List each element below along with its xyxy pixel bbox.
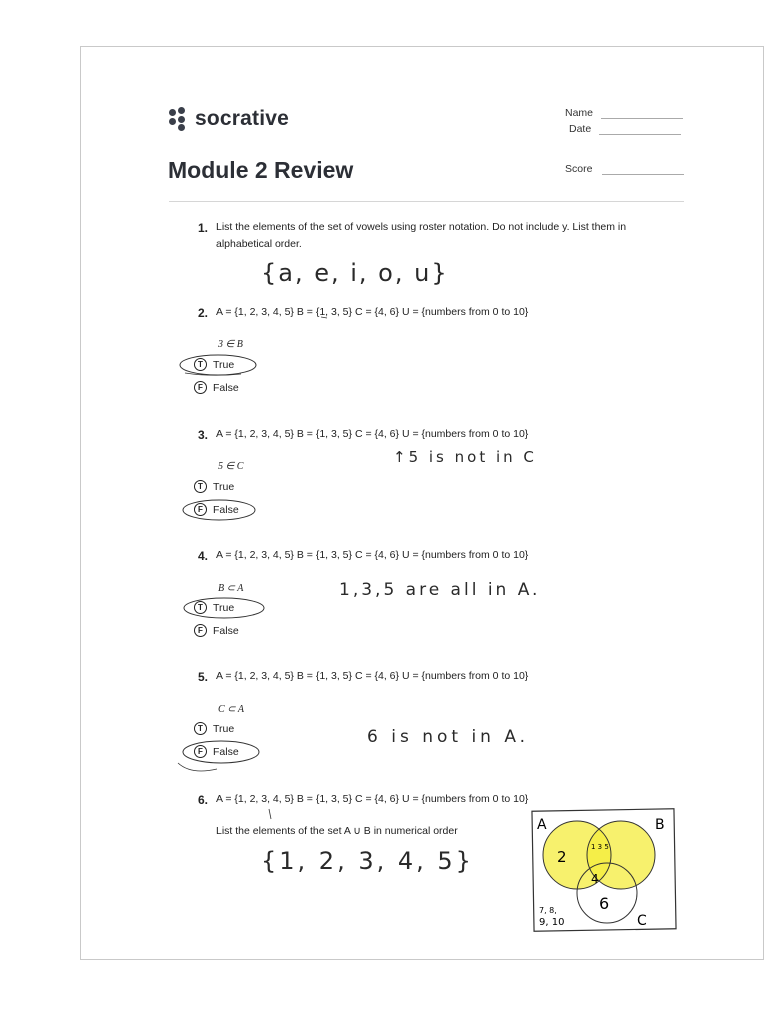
venn-label-c: C	[637, 913, 647, 929]
venn-region-a-only: 2	[557, 848, 567, 866]
venn-label-a: A	[537, 817, 547, 833]
venn-label-b: B	[655, 817, 665, 833]
option-label: True	[213, 358, 235, 371]
question-6-sets: A = {1, 2, 3, 4, 5} B = {1, 3, 5} C = {4, 6} U = {numbers from 0 to 10}	[216, 793, 529, 805]
question-5-statement: C ⊂ A	[218, 704, 244, 715]
question-1-number: 1.	[198, 221, 209, 235]
question-4-number: 4.	[198, 549, 209, 563]
question-1-answer: {a, e, i, o, u}	[261, 259, 449, 287]
question-3-sets: A = {1, 2, 3, 4, 5} B = {1, 3, 5} C = {4, 6} U = {numbers from 0 to 10}	[216, 428, 529, 440]
false-circle-icon: F	[194, 745, 207, 758]
false-circle-icon: F	[194, 503, 207, 516]
question-1-line2: alphabetical order.	[216, 238, 302, 250]
venn-outside-2: 9, 10	[539, 917, 565, 928]
brand-name: socrative	[195, 107, 290, 130]
question-3-statement: 5 ∈ C	[218, 461, 244, 472]
option-label: True	[213, 601, 235, 614]
true-circle-icon: T	[194, 601, 207, 614]
option-label: True	[213, 480, 235, 493]
name-label: Name	[565, 107, 594, 119]
question-5-sets: A = {1, 2, 3, 4, 5} B = {1, 3, 5} C = {4, 6} U = {numbers from 0 to 10}	[216, 670, 529, 682]
date-label: Date	[569, 123, 592, 135]
option-label: False	[213, 503, 239, 516]
venn-region-ab: 1 3 5	[591, 843, 609, 851]
option-label: False	[213, 745, 239, 758]
option-label: False	[213, 381, 239, 394]
question-2-sets: A = {1, 2, 3, 4, 5} B = {1, 3, 5} C = {4, 6} U = {numbers from 0 to 10}	[216, 306, 529, 318]
false-circle-icon: F	[194, 381, 207, 394]
question-2-statement: 3 ∈ B	[218, 339, 243, 350]
question-4-statement: B ⊂ A	[218, 583, 244, 594]
question-5-number: 5.	[198, 670, 209, 684]
question-6-number: 6.	[198, 793, 209, 807]
score-label: Score	[565, 163, 593, 175]
question-6-prompt: List the elements of the set A ∪ B in numerical order	[216, 825, 458, 837]
question-6-answer: {1, 2, 3, 4, 5}	[261, 847, 474, 875]
question-2-number: 2.	[198, 306, 209, 320]
venn-diagram	[529, 807, 679, 937]
page-title: Module 2 Review	[168, 157, 354, 183]
venn-outside-1: 7, 8,	[539, 906, 557, 915]
option-label: True	[213, 722, 235, 735]
question-4-note: 1,3,5 are all in A.	[339, 580, 541, 600]
true-circle-icon: T	[194, 358, 207, 371]
question-5-note: 6 is not in A.	[367, 727, 530, 747]
venn-region-c-only: 6	[599, 894, 610, 913]
option-label: False	[213, 624, 239, 637]
true-circle-icon: T	[194, 480, 207, 493]
question-4-sets: A = {1, 2, 3, 4, 5} B = {1, 3, 5} C = {4, 6} U = {numbers from 0 to 10}	[216, 549, 529, 561]
question-3-number: 3.	[198, 428, 209, 442]
false-circle-icon: F	[194, 624, 207, 637]
question-3-note: ↑5 is not in C	[393, 448, 537, 466]
true-circle-icon: T	[194, 722, 207, 735]
worksheet-page	[80, 46, 764, 960]
question-1-line1: List the elements of the set of vowels using roster notation. Do not include y. List them in	[216, 221, 627, 233]
venn-region-abc: 4	[591, 872, 599, 886]
